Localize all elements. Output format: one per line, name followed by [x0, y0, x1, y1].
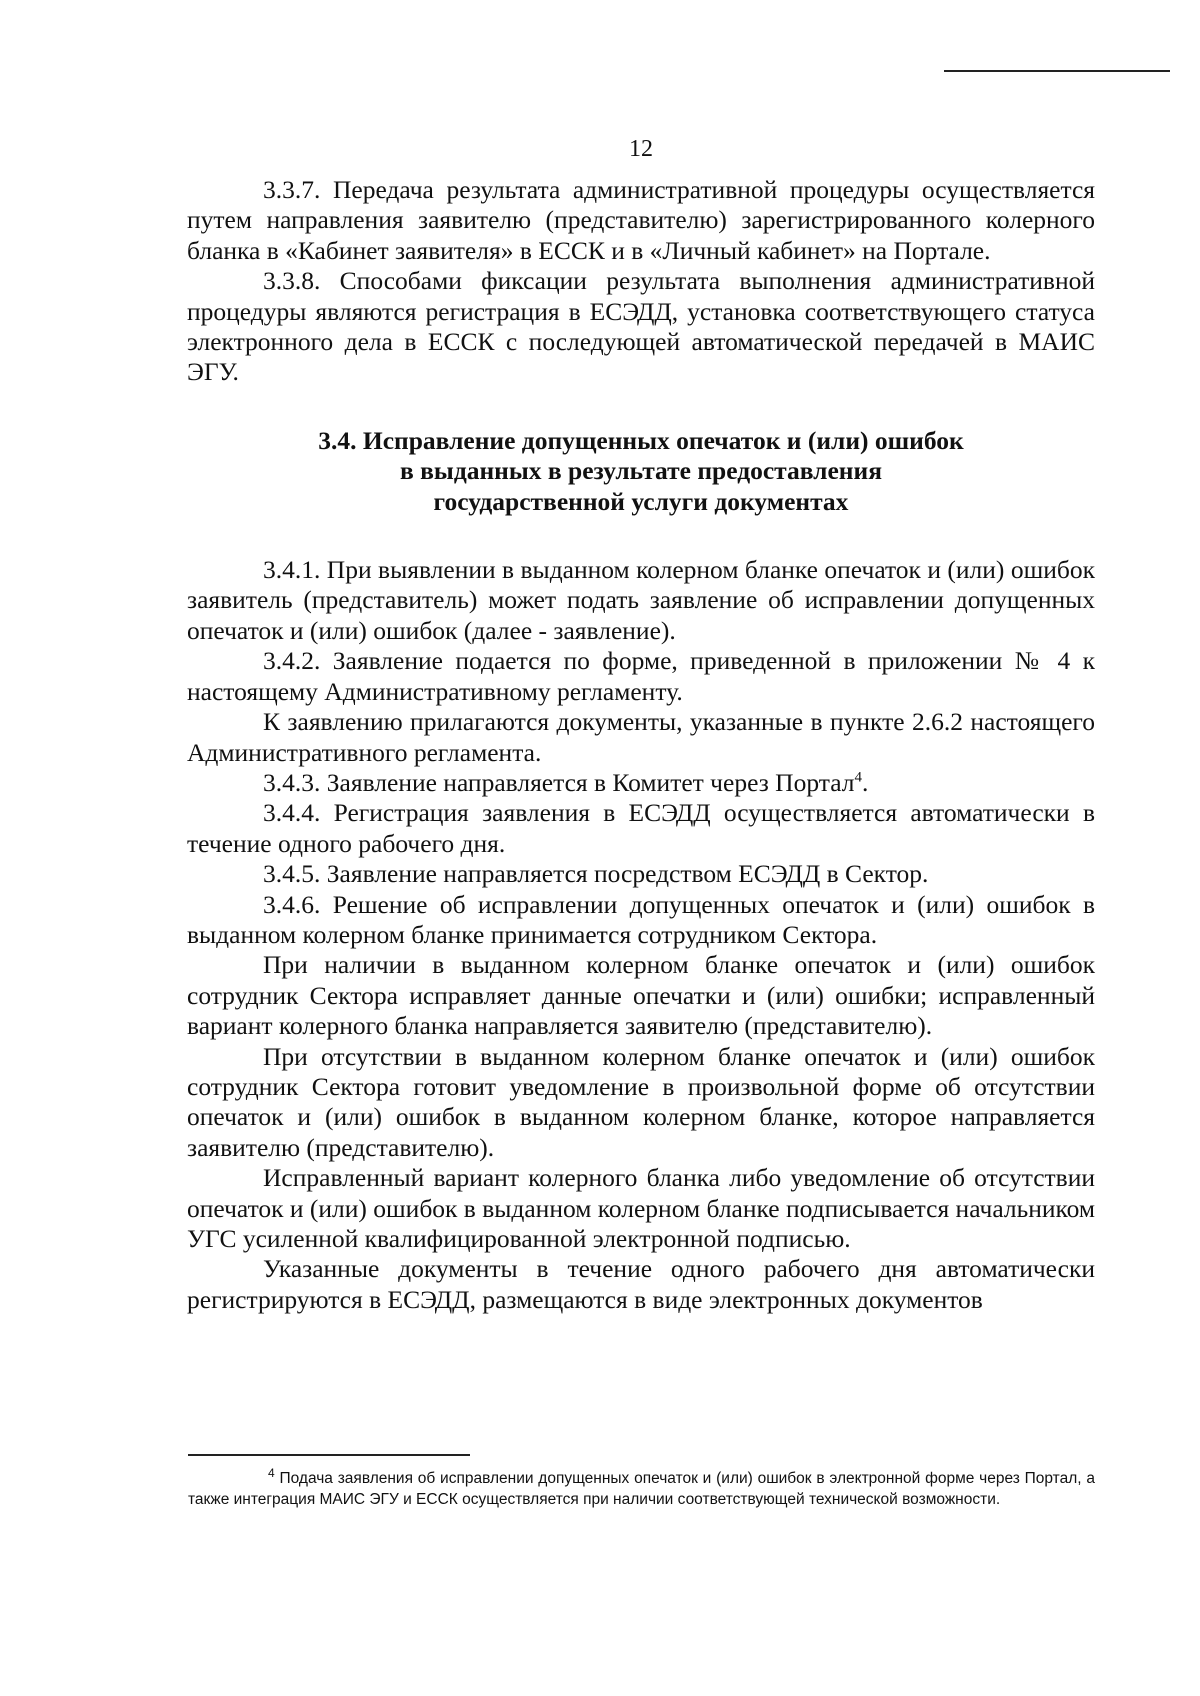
section-heading-line: государственной услуги документах — [433, 486, 849, 516]
footnote-text: Подача заявления об исправлении допущенных опечаток и (или) ошибок в электронной форме через Портал, а также интеграция МАИС ЭГУ и ЕССК осуществляется при наличии соответствующей технической возможности. — [188, 1470, 1095, 1508]
section-heading-line: 3.4. Исправление допущенных опечаток и (или) ошибок — [318, 425, 964, 455]
document-body — [187, 175, 1095, 1315]
paragraph-3-4-3 — [187, 768, 1095, 798]
paragraph-3-4-4: 3.4.4. Регистрация заявления в ЕСЭДД осуществляется автоматически в течение одного рабочего дня. — [187, 798, 1095, 858]
paragraph-3-4-3-text: 3.4.3. Заявление направляется в Комитет через Портал — [263, 767, 855, 797]
paragraph-registration: Указанные документы в течение одного рабочего дня автоматически регистрируются в ЕСЭДД, размещаются в виде электронных документов — [187, 1254, 1095, 1314]
footnote-4 — [188, 1465, 1095, 1510]
footnote-mark: 4 — [268, 1465, 275, 1480]
paragraph-errors-absent: При отсутствии в выданном колерном бланке опечаток и (или) ошибок сотрудник Сектора готовит уведомление в произвольной форме об отсутствии опечаток и (или) ошибок в выданном колерном бланке, которое направляется заявителю (представителю). — [187, 1041, 1095, 1162]
page-number: 12 — [629, 136, 653, 162]
paragraph-3-4-6: 3.4.6. Решение об исправлении допущенных опечаток и (или) ошибок в выданном колерном бланке принимается сотрудником Сектора. — [187, 889, 1095, 949]
paragraph-3-3-7: 3.3.7. Передача результата административной процедуры осуществляется путем направления заявителю (представителю) зарегистрированного колерного бланка в «Кабинет заявителя» в ЕССК и в «Личный кабинет» на Портале. — [187, 175, 1095, 265]
paragraph-3-4-2: 3.4.2. Заявление подается по форме, приведенной в приложении № 4 к настоящему Административному регламенту. — [187, 646, 1095, 706]
footnote-reference[interactable]: 4 — [854, 769, 862, 786]
section-heading-3-4 — [187, 426, 1095, 517]
paragraph-3-4-5: 3.4.5. Заявление направляется посредством ЕСЭДД в Сектор. — [263, 859, 929, 889]
footnote-separator — [188, 1454, 470, 1456]
section-heading-line: в выданных в результате предоставления — [400, 456, 882, 486]
paragraph-3-4-2-attachments: К заявлению прилагаются документы, указанные в пункте 2.6.2 настоящего Административного регламента. — [187, 707, 1095, 767]
paragraph-3-4-3-end: . — [861, 767, 869, 797]
paragraph-3-4-1: 3.4.1. При выявлении в выданном колерном бланке опечаток и (или) ошибок заявитель (представитель) может подать заявление об исправлении допущенных опечаток и (или) ошибок (далее - заявление). — [187, 555, 1095, 645]
paragraph-signing: Исправленный вариант колерного бланка либо уведомление об отсутствии опечаток и (или) ошибок в выданном колерном бланке подписывается начальником УГС усиленной квалифицированной электронной подписью. — [187, 1163, 1096, 1253]
paragraph-errors-present: При наличии в выданном колерном бланке опечаток и (или) ошибок сотрудник Сектора исправляет данные опечатки и (или) ошибки; исправленный вариант колерного бланка направляется заявителю (представителю). — [187, 950, 1095, 1041]
top-rule — [944, 70, 1170, 72]
paragraph-3-3-8: 3.3.8. Способами фиксации результата выполнения административной процедуры являются регистрация в ЕСЭДД, установка соответствующего статуса электронного дела в ЕССК с последующей автоматической передачей в МАИС ЭГУ. — [187, 266, 1095, 387]
